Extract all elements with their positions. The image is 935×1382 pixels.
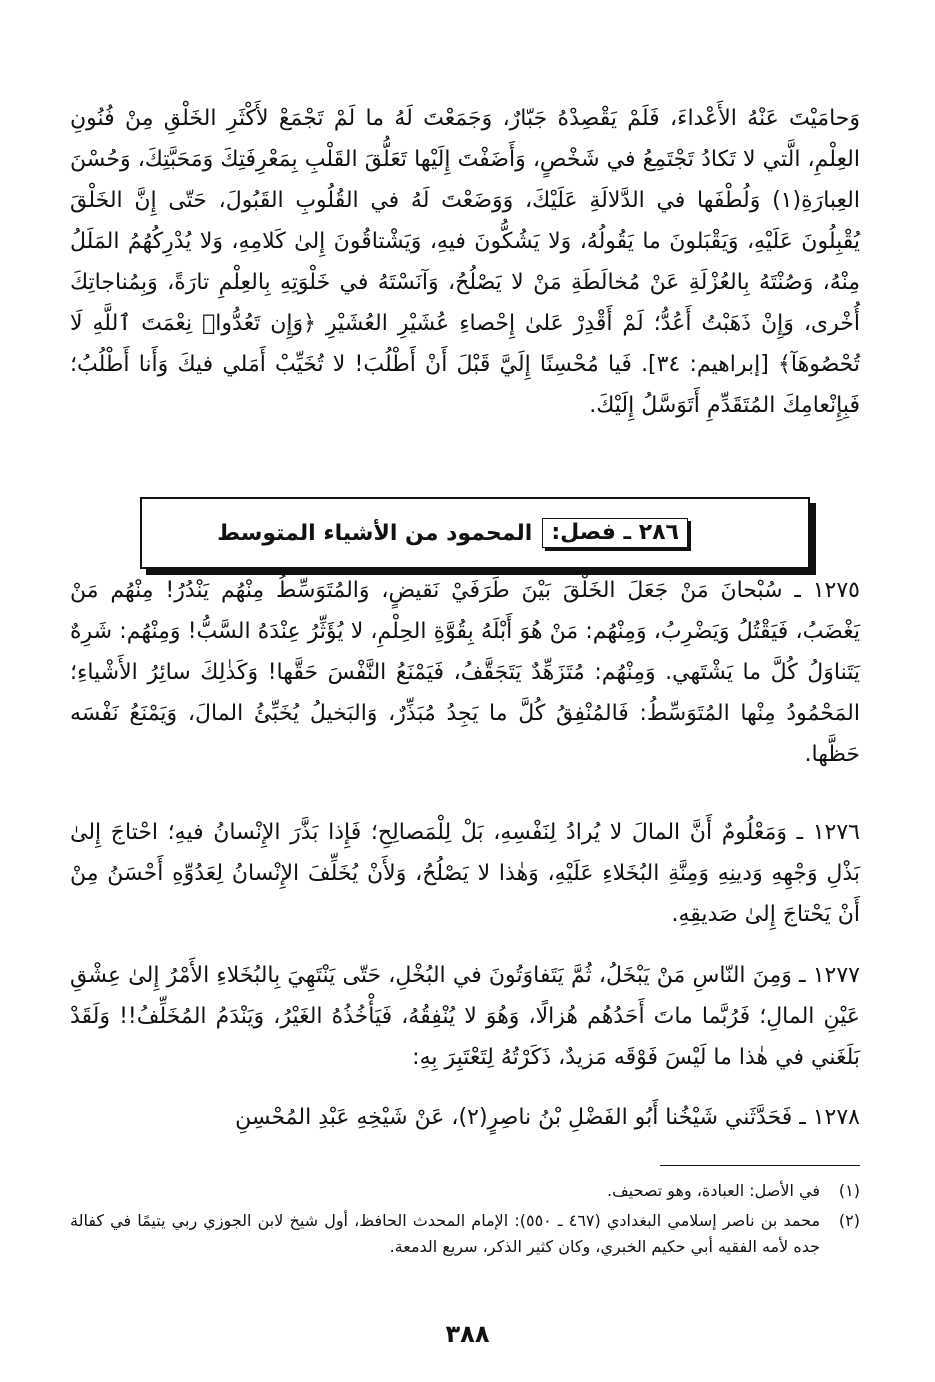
paragraph-text: وَمِنَ النّاسِ مَنْ يَبْخَلُ، ثُمَّ يَتَفاوَتُونَ في البُخْلِ، حَتّى يَنْتَهِيَ بِالبُخَلاءِ الأَمْرُ إِلىٰ عِشْقِ عَيْنِ المالِ؛ فَرُبَّما ماتَ أَحَدُهُم هُزالًا، وَهُوَ لا يُنْفِقُهُ، فَيَأْخُذُهُ الغَيْرُ، وَيَنْدَمُ المُخَلِّفُ!! وَلَقَدْ بَلَغَني في هٰذا ما لَيْسَ فَوْقَه مَزيدٌ، ذَكَرْتُهُ لِتَعْتَبِرَ بِهِ: (70, 963, 860, 1070)
paragraph-number: ١٢٧٧ ـ (799, 963, 860, 988)
paragraph-number: ١٢٧٨ ـ (799, 1105, 860, 1130)
page-number: ٣٨٨ (445, 1320, 490, 1348)
paragraph-1278 (70, 1097, 860, 1138)
footnote-mark: (١) (838, 1181, 860, 1200)
paragraph-1276 (70, 812, 860, 935)
footnotes (70, 1178, 860, 1264)
paragraph-text: سُبْحانَ مَنْ جَعَلَ الخَلْقَ بَيْنَ طَرَفَيْ نَقيضٍ، وَالمُتَوَسِّطُ مِنْهُم يَنْدُرُ! مِنْهُم مَنْ يَغْضَبُ، فَيَقْتُلُ وَيَضْرِبُ، وَمِنْهُم: مَنْ هُوَ أَبْلَهُ بِقُوَّةِ الحِلْمِ، لا يُؤَثِّرُ عِنْدَهُ السَّبُّ! وَمِنْهُم: شَرِهٌ يَتَناوَلُ كُلَّ ما يَشْتَهي. وَمِنْهُم: مُتَزَهِّدٌ يَتَجَقَّفُ، فَيَمْنَعُ النَّفْسَ حَقَّها! وَكَذٰلِكَ سائِرُ الأَشْياءِ؛ المَحْمُودُ مِنْها المُتَوَسِّطُ: فَالمُنْفِقُ كُلَّ ما يَجِدُ مُبَذِّرٌ، وَالبَخيلُ يُخَبِّئُ المالَ، وَيَمْنَعُ نَفْسَه حَظَّها. (70, 578, 860, 767)
paragraph-text: فَحَدَّثَني شَيْخُنا أَبُو الفَضْلِ بْنُ ناصِرٍ(٢)، عَنْ شَيْخِهِ عَبْدِ المُحْسِنِ (235, 1105, 793, 1130)
paragraph-text: وَمَعْلُومٌ أَنَّ المالَ لا يُرادُ لِنَفْسِهِ، بَلْ لِلْمَصالِحِ؛ فَإِذا بَذَّرَ الإِنْسانُ فيهِ؛ احْتاجَ إِلىٰ بَذْلِ وَجْهِهِ وَدينِهِ وَمِنَّةِ البُخَلاءِ عَلَيْهِ، وَهٰذا لا يَصْلُحُ، وَلأَنْ يُخَلِّفَ الإِنْسانُ لِعَدُوِّهِ أَحْسَنُ مِنْ أَنْ يَحْتاجَ إِلىٰ صَديقِهِ. (70, 820, 860, 927)
paragraph-1275 (70, 570, 860, 775)
paragraph-number: ١٢٧٥ ـ (794, 578, 860, 603)
footnote-divider (660, 1165, 860, 1166)
paragraph-1277 (70, 955, 860, 1078)
footnote-text: محمد بن ناصر إسلامي البغدادي (٤٦٧ ـ ٥٥٠): الإمام المحدث الحافظ، أول شيخ لابن الجوزي ربي يتيمًا في كفالة جده لأمه الفقيه أبي حكيم الخبري، وكان كثير الذكر، سريع الدمعة. (70, 1211, 821, 1256)
section-heading (217, 515, 688, 551)
paragraph-number: ١٢٧٦ ـ (796, 820, 860, 845)
footnote-mark: (٢) (838, 1211, 860, 1230)
footnote-text: في الأصل: العبادة، وهو تصحيف. (607, 1181, 820, 1200)
section-heading-box (140, 497, 810, 569)
section-number: ٢٨٦ ـ فصل: (542, 518, 688, 548)
footnote-item (70, 1178, 860, 1204)
footnote-item (70, 1208, 860, 1260)
paragraph-continued: وَحامَيْتَ عَنْهُ الأَعْداءَ، فَلَمْ يَقْصِدْهُ جَبّارٌ، وَجَمَعْتَ لَهُ ما لَمْ تَجْمَعْ لأَكْثَرِ الخَلْقِ مِنْ فُنُونِ العِلْمِ، الَّتي لا تَكادُ تَجْتَمِعُ في شَخْصٍ، وَأَضَفْتَ إِلَيْها تَعَلُّقَ القَلْبِ بِمَعْرِفَتِكَ وَمَحَبَّتِكَ، وَحُسْنَ العِبارَةِ(١) وَلُطْفَها في الدَّلالَةِ عَلَيْكَ، وَوَضَعْتَ لَهُ في القُلُوبِ القَبُولَ، حَتّى إِنَّ الخَلْقَ يُقْبِلُونَ عَلَيْهِ، وَيَقْبَلونَ ما يَقُولُهُ، وَلا يَشُكُّونَ فيهِ، وَيَشْتاقُونَ إِلىٰ كَلامِهِ، وَلا يُدْرِكُهُمُ المَلَلُ مِنْهُ، وَصُنْتَهُ بِالعُزْلَةِ عَنْ مُخالَطَةِ مَنْ لا يَصْلُحُ، وَآنَسْتَهُ في خَلْوَتِهِ بِالعِلْمِ تارَةً، وَبِمُناجاتِكَ أُخْرى، وَإِنْ ذَهَبْتُ أَعُدُّ؛ لَمْ أَقْدِرْ عَلىٰ إِحْصاءِ عُشَيْرِ العُشَيْرِ ﴿وَإِن تَعُدُّوا۟ نِعْمَتَ ٱللَّهِ لَا تُحْصُوهَآ﴾ [إبراهيم: ٣٤]. فَيا مُحْسِنًا إِلَيَّ قَبْلَ أَنْ أَطْلُبَ! لا تُخَيِّبْ أَمَلي فيكَ وَأَنا أَطْلُبُ؛ فَبِإِنْعامِكَ المُتَقَدِّمِ أَتَوَسَّلُ إِلَيْكَ. (70, 106, 861, 418)
section-title: المحمود من الأشياء المتوسط (217, 520, 533, 546)
